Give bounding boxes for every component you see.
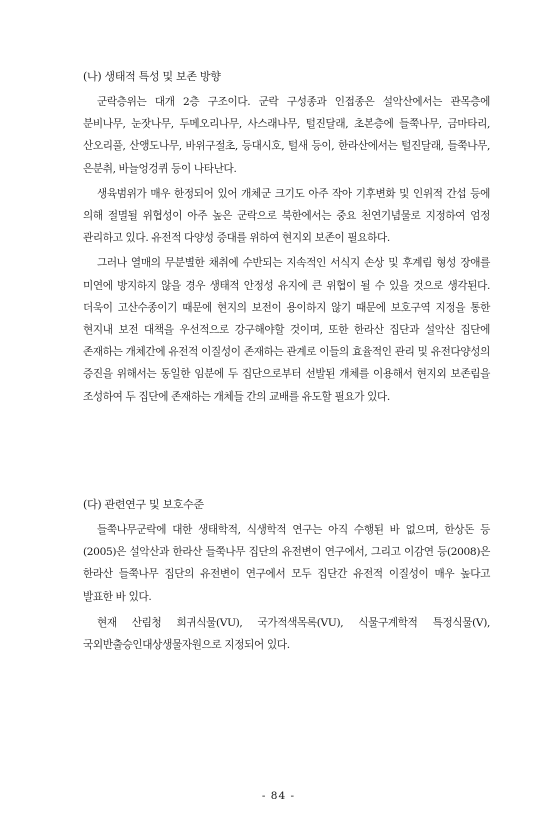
- paragraph-conservation-measures: 그러나 열매의 무분별한 채취에 수반되는 지속적인 서식지 손상 및 후계림 형성 장애를 미연에 방지하지 않을 경우 생태적 안정성 유지에 큰 위협이 될 수 있을 것으로 생각된다. 더욱이 고산수종이기 때문에 현지의 보전이 용이하지 않기 때문에 보호구역 지정을 통한 현지내 보전 대책을 우선적으로 강구해야할 것이며, 또한 한라산 집단과 설악산 집단에 존재하는 개체간에 유전적 이질성이 존재하는 관계로 이들의 효율적인 관리 및 유전다양성의 증진을 위해서는 동일한 임분에 두 집단으로부터 선발된 개체를 이용해서 현지외 보존림을 조성하여 두 집단에 존재하는 개체들 간의 교배를 유도할 필요가 있다.: [83, 257, 490, 403]
- paragraph-protection-status: 현재 산림청 희귀식물(VU), 국가적색목록(VU), 식물구계학적 특정식물(V), 국외반출승인대상생물자원으로 지정되어 있다.: [83, 616, 490, 652]
- paragraph-habitat-range: 생육범위가 매우 한정되어 있어 개체군 크기도 아주 작아 기후변화 및 인위적 간섭 등에 의해 절멸될 위협성이 아주 높은 군락으로 북한에서는 중요 천연기념물로 지정하여 엄정 관리하고 있다. 유전적 다양성 증대를 위하여 현지외 보존이 필요하다.: [83, 187, 490, 245]
- section-heading: (나) 생태적 특성 및 보존 방향: [83, 70, 221, 83]
- section-ecological-characteristics: [83, 70, 490, 408]
- page-number: - 84 -: [261, 790, 296, 802]
- section-related-research: [83, 498, 490, 656]
- section-heading: (다) 관련연구 및 보호수준: [83, 498, 204, 511]
- paragraph-community-structure: 군락층위는 대개 2층 구조이다. 군락 구성종과 인접종은 설악산에서는 관목층에 분비나무, 눈잣나무, 두메오리나무, 사스래나무, 털진달래, 초본층에 들쭉나무, 금마타리, 산오리풀, 산앵도나무, 바위구절초, 등대시호, 털새 등이, 한라산에서는 털진달래, 들쭉나무, 은분취, 바늘엉겅퀴 등이 나타난다.: [83, 96, 490, 175]
- paragraph-prior-studies: 들쭉나무군락에 대한 생태학적, 식생학적 연구는 아직 수행된 바 없으며, 한상돈 등(2005)은 설악산과 한라산 들쭉나무 집단의 유전변이 연구에서, 그리고 이감연 등(2008)은 한라산 들쭉나무 집단의 유전변이 연구에서 모두 집단간 유전적 이질성이 매우 높다고 발표한 바 있다.: [83, 524, 490, 603]
